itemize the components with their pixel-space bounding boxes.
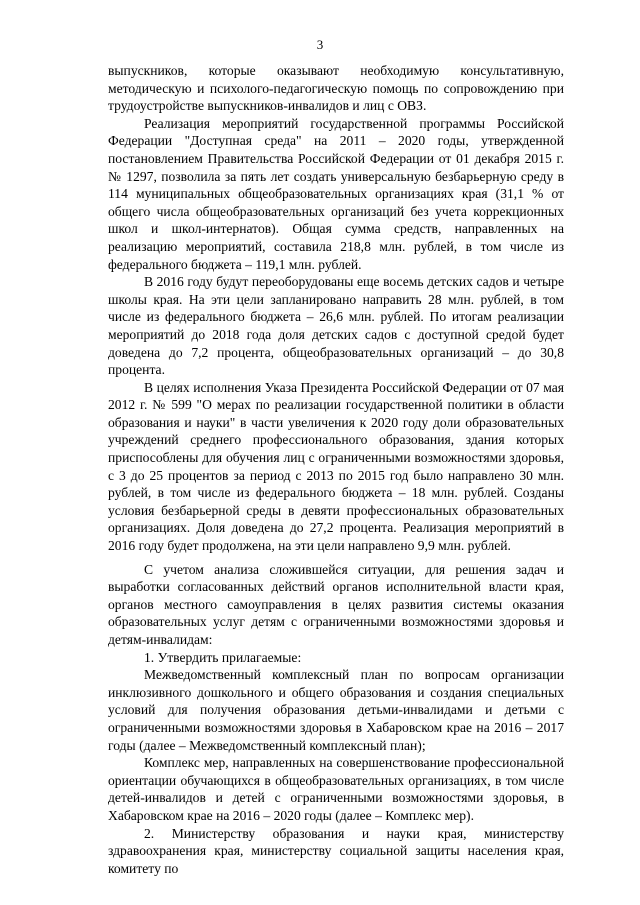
paragraph-item-2-ministries: 2. Министерству образования и науки края, министерству здравоохранения края, министерству социальной защиты населения края, комитету по bbox=[108, 825, 564, 876]
paragraph-2016-reequipment: В 2016 году будут переоборудованы еще восемь детских садов и четыре школы края. На эти цели запланировано направить 28 млн. рублей, в том числе из федерального бюджета – 26,6 млн. рублей. По итогам реализации мероприятий до 2018 года доля детских садов с доступной средой будет доведена до 7,2 процента, общеобразовательных организаций – до 30,8 процента. bbox=[108, 274, 564, 378]
paragraph-graduates-continuation: выпускников, которые оказывают необходимую консультативную, методическую и психолого-педагогическую помощь по сопровождению при трудоустройстве выпускников-инвалидов и лиц с ОВЗ. bbox=[108, 63, 564, 114]
paragraph-item-1-approve: 1. Утвердить прилагаемые: bbox=[144, 649, 302, 665]
document-body bbox=[108, 62, 564, 877]
paragraph-situation-analysis: С учетом анализа сложившейся ситуации, для решения задач и выработки согласованных действий органов исполнительной власти края, органов местного самоуправления в целях развития системы оказания образовательных услуг детям с ограниченными возможностями здоровья и детям-инвалидам: bbox=[108, 561, 564, 647]
paragraph-presidential-decree: В целях исполнения Указа Президента Российской Федерации от 07 мая 2012 г. № 599 "О мерах по реализации государственной политики в области образования и науки" в части увеличения к 2020 году доли образовательных учреждений среднего профессионального образования, здания которых приспособлены для обучения лиц с ограниченными возможностями здоровья, с 3 до 25 процентов за период с 2013 по 2015 год было направлено 30 млн. рублей, в том числе из федерального бюджета – 18 млн. рублей. Созданы условия безбарьерной среды в девяти профессиональных образовательных организациях. Доля доведена до 27,2 процента. Реализация мероприятий в 2016 году будет продолжена, на эти цели направлено 9,9 млн. рублей. bbox=[108, 379, 564, 554]
paragraph-complex-of-measures: Комплекс мер, направленных на совершенствование профессиональной ориентации обучающихся в общеобразовательных организациях, в том числе детей-инвалидов и детей с ограниченными возможностями здоровья, в Хабаровском крае на 2016 – 2020 годы (далее – Комплекс мер). bbox=[108, 755, 564, 823]
page-number: 3 bbox=[316, 37, 324, 52]
paragraph-accessible-environment-program: Реализация мероприятий государственной программы Российской Федерации "Доступная среда" на 2011 – 2020 годы, утвержденной постановлением Правительства Российской Федерации от 01 декабря 2015 г. № 1297, позволила за пять лет создать универсальную безбарьерную среду в 114 муниципальных общеобразовательных организациях края (31,1 % от общего числа общеобразовательных организаций без учета коррекционных школ и школ-интернатов). Общая сумма средств, направленных на реализацию мероприятий, составила 218,8 млн. рублей, в том числе из федерального бюджета – 119,1 млн. рублей. bbox=[108, 115, 564, 272]
paragraph-interagency-plan: Межведомственный комплексный план по вопросам организации инклюзивного дошкольного и общего образования и создания специальных условий для получения образования детьми-инвалидами и детьми с ограниченными возможностями здоровья в Хабаровском крае на 2016 – 2017 годы (далее – Межведомственный комплексный план); bbox=[108, 667, 564, 753]
